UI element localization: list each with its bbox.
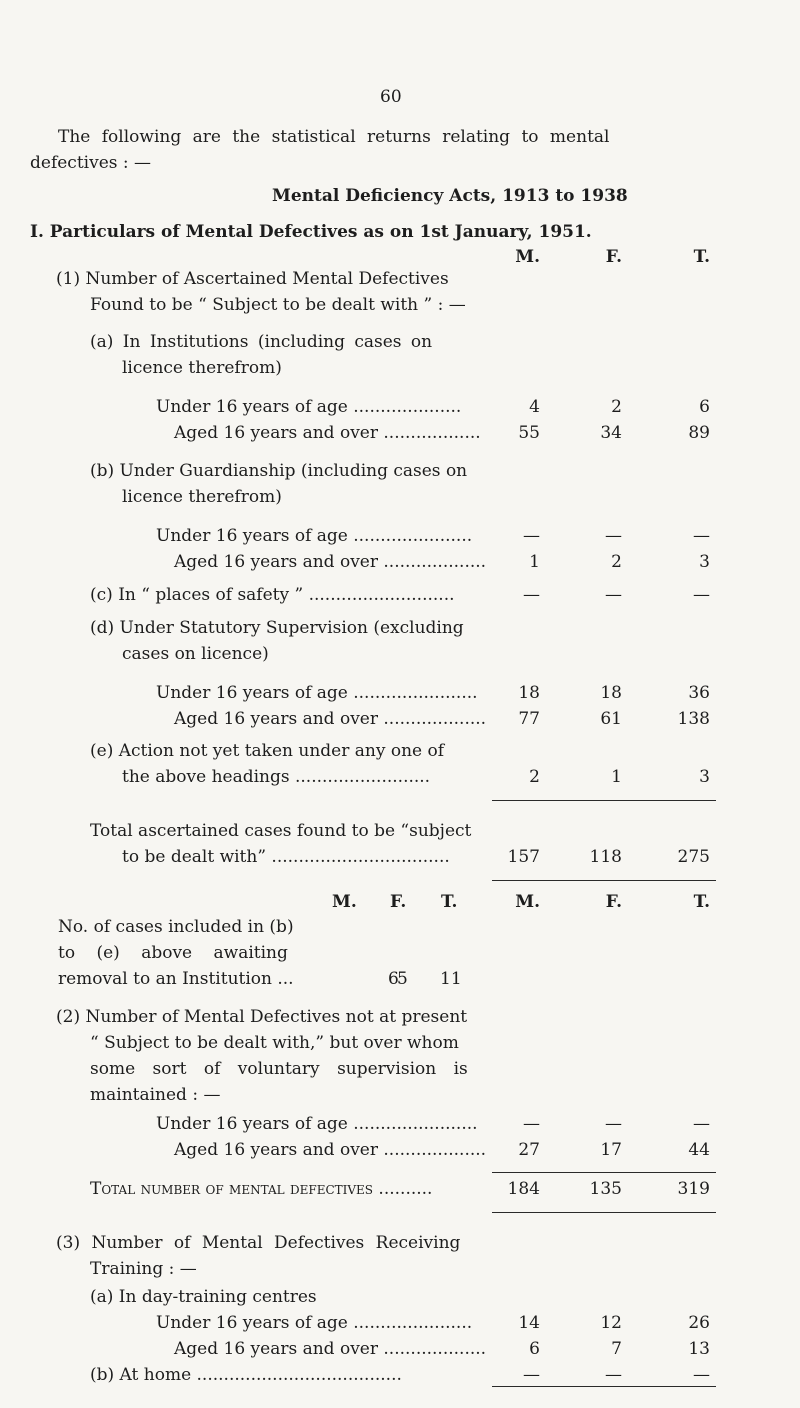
- cell-f: 18: [600, 683, 622, 703]
- item2-line-1: (2) Number of Mental Defectives not at present: [56, 1007, 468, 1027]
- awaiting-header-f: F.: [390, 892, 407, 912]
- row-label: Aged 16 years and over ...................: [174, 552, 487, 572]
- row-label: Aged 16 years and over ...................: [174, 709, 487, 729]
- cell-m: —: [523, 1114, 540, 1134]
- cell-m: —: [523, 585, 540, 605]
- cell-t: 6: [699, 397, 710, 417]
- divider: [492, 1386, 716, 1387]
- cell-t: 89: [688, 423, 710, 443]
- d-heading-1: (d) Under Statutory Supervision (excluding: [90, 618, 464, 638]
- cell-f: 1: [611, 767, 622, 787]
- intro-line-1: The following are the statistical returns relating to mental: [58, 127, 610, 147]
- cell-t: 13: [688, 1339, 710, 1359]
- col-header-m: M.: [515, 247, 540, 267]
- cell-m: 27: [518, 1140, 540, 1160]
- cell-f: 61: [600, 709, 622, 729]
- item3-line-1: (3) Number of Mental Defectives Receiving: [56, 1233, 461, 1253]
- cell-f: 17: [600, 1140, 622, 1160]
- cell-f: —: [605, 1365, 622, 1385]
- row-label: (c) In “ places of safety ” ...........................: [90, 585, 455, 605]
- cell-t: 36: [688, 683, 710, 703]
- cell-f: —: [605, 526, 622, 546]
- cell-t: 3: [699, 552, 710, 572]
- cell-f: —: [605, 1114, 622, 1134]
- item2-line-3: some sort of voluntary supervision is: [90, 1059, 468, 1079]
- row-label: Under 16 years of age .......................: [156, 1114, 478, 1134]
- cell-f: 34: [600, 423, 622, 443]
- row-label: (b) At home ......................................: [90, 1365, 402, 1385]
- cell-m: 157: [507, 847, 540, 867]
- cell-m: 55: [518, 423, 540, 443]
- cell-f: 7: [611, 1339, 622, 1359]
- e-heading-1: (e) Action not yet taken under any one of: [90, 741, 445, 761]
- awaiting-header-t: T.: [441, 892, 458, 912]
- col-header-t: T.: [693, 247, 710, 267]
- cell-t: 138: [677, 709, 710, 729]
- row-label: Under 16 years of age .......................: [156, 683, 478, 703]
- row-label: Under 16 years of age ......................: [156, 526, 473, 546]
- subtitle: Mental Deficiency Acts, 1913 to 1938: [272, 186, 628, 206]
- cell-f: —: [605, 585, 622, 605]
- item3a-heading: (a) In day-training centres: [90, 1287, 317, 1307]
- cell-m: 2: [529, 767, 540, 787]
- cell-m: 6: [529, 1339, 540, 1359]
- a-heading-2: licence therefrom): [122, 358, 282, 378]
- row-label: Total number of mental defectives ..........: [90, 1179, 433, 1199]
- cell-m: 18: [518, 683, 540, 703]
- awaiting-header-m: M.: [332, 892, 357, 912]
- cell-m: 184: [507, 1179, 540, 1199]
- cell-f: 118: [589, 847, 622, 867]
- cell-f: 135: [589, 1179, 622, 1199]
- awaiting-m: 6: [388, 969, 399, 989]
- cell-t: 3: [699, 767, 710, 787]
- a-heading-1: (a) In Institutions (including cases on: [90, 332, 433, 352]
- cell-m: —: [523, 526, 540, 546]
- col-header-f: F.: [605, 247, 622, 267]
- cell-f: 2: [611, 397, 622, 417]
- divider: [492, 1212, 716, 1213]
- item1-line-1: (1) Number of Ascertained Mental Defectives: [56, 269, 449, 289]
- page-number: 60: [380, 87, 402, 107]
- b-heading-1: (b) Under Guardianship (including cases on: [90, 461, 468, 481]
- row-label: Aged 16 years and over ...................: [174, 1140, 487, 1160]
- cell-t: —: [693, 1114, 710, 1134]
- cell-m: 14: [518, 1313, 540, 1333]
- item3-line-2: Training : —: [90, 1259, 197, 1279]
- col-header-t: T.: [693, 892, 710, 912]
- row-label: Under 16 years of age ......................: [156, 1313, 473, 1333]
- cell-t: 26: [688, 1313, 710, 1333]
- item2-line-4: maintained : —: [90, 1085, 221, 1105]
- cell-t: —: [693, 1365, 710, 1385]
- col-header-m: M.: [515, 892, 540, 912]
- cell-t: 275: [677, 847, 710, 867]
- cell-f: 12: [600, 1313, 622, 1333]
- col-header-f: F.: [605, 892, 622, 912]
- intro-line-2: defectives : —: [30, 153, 152, 173]
- row-label: the above headings .........................: [122, 767, 431, 787]
- cell-m: 77: [518, 709, 540, 729]
- section-heading: I. Particulars of Mental Defectives as on 1st January, 1951.: [30, 222, 592, 242]
- cell-m: —: [523, 1365, 540, 1385]
- cell-m: 1: [529, 552, 540, 572]
- item2-line-2: “ Subject to be dealt with,” but over whom: [90, 1033, 459, 1053]
- awaiting-line-1: No. of cases included in (b): [58, 917, 294, 937]
- cell-t: 44: [688, 1140, 710, 1160]
- b-heading-2: licence therefrom): [122, 487, 282, 507]
- awaiting-line-3: removal to an Institution ...: [58, 969, 294, 989]
- awaiting-line-2: to (e) above awaiting: [58, 943, 288, 963]
- divider: [492, 1172, 716, 1173]
- divider: [492, 800, 716, 801]
- awaiting-t: 11: [440, 969, 462, 989]
- cell-f: 2: [611, 552, 622, 572]
- row-label: Under 16 years of age ....................: [156, 397, 462, 417]
- cell-t: 319: [677, 1179, 710, 1199]
- item1-line-2: Found to be “ Subject to be dealt with ” : —: [90, 295, 466, 315]
- cell-t: —: [693, 526, 710, 546]
- row-label: Aged 16 years and over ..................: [174, 423, 481, 443]
- divider: [492, 880, 716, 881]
- total1-line-1: Total ascertained cases found to be “subject: [90, 821, 472, 841]
- cell-t: —: [693, 585, 710, 605]
- awaiting-f: 5: [397, 969, 408, 989]
- cell-m: 4: [529, 397, 540, 417]
- d-heading-2: cases on licence): [122, 644, 269, 664]
- row-label: Aged 16 years and over ...................: [174, 1339, 487, 1359]
- row-label: to be dealt with” .................................: [122, 847, 450, 867]
